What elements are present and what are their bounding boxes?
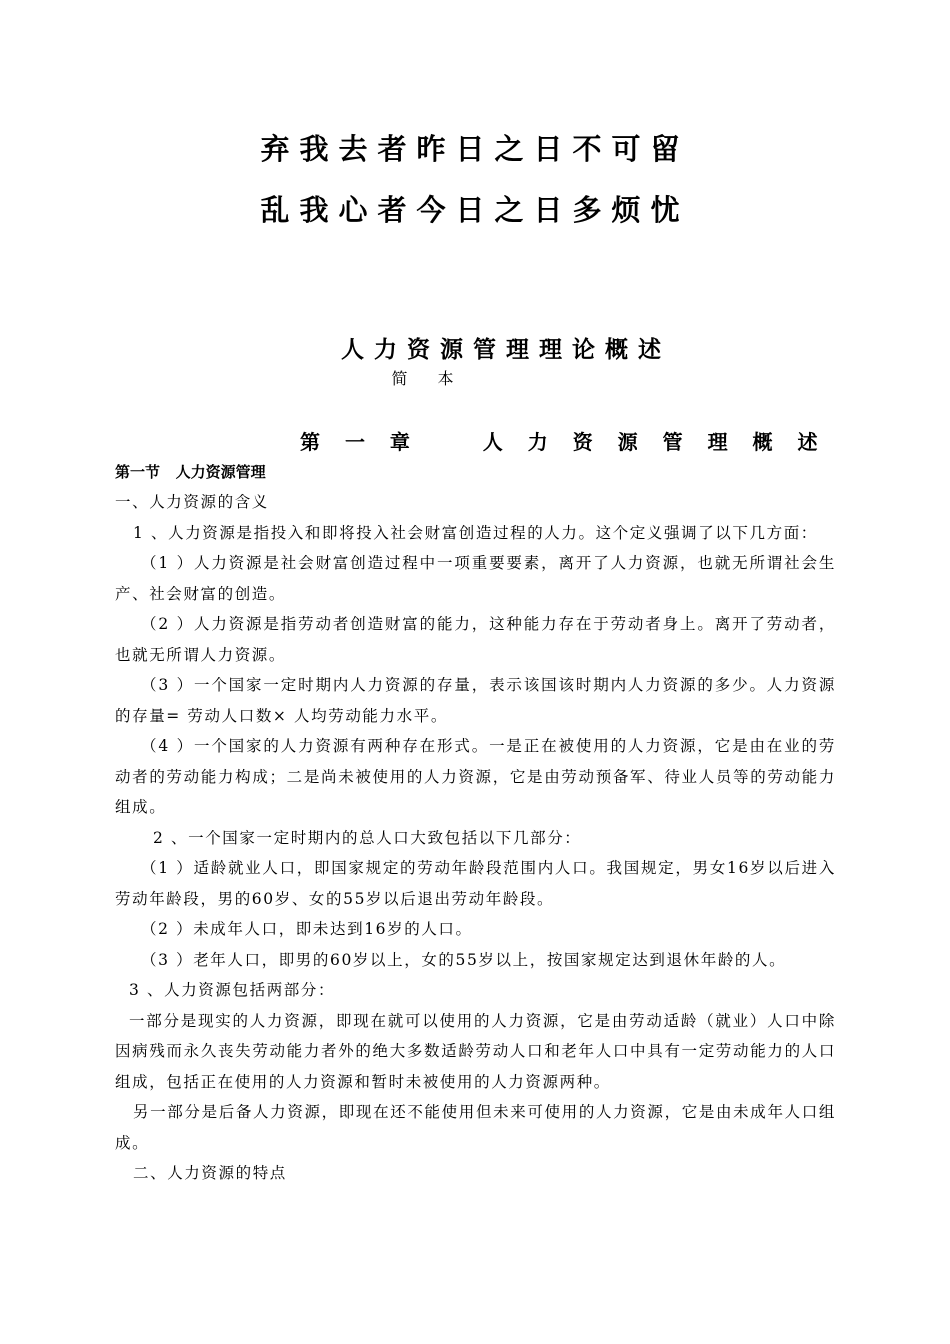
poem-line-1: 弃我去者昨日之日不可留 — [260, 132, 690, 166]
paragraph-real-resources: 一部分是现实的人力资源，即现在就可以使用的人力资源，它是由劳动适龄（就业）人口中除因病残而永久丧失劳动能力者外的绝大多数适龄劳动人口和老年人口中具有一定劳动能力的人口组成，包括正在使用的人力资源和暂时未被使用的人力资源两种。 — [115, 1011, 836, 1091]
body-text — [115, 487, 836, 1189]
section-heading: 第一节 人力资源管理 — [115, 463, 266, 481]
paragraph-item-1: 1 、人力资源是指投入和即将投入社会财富创造过程的人力。这个定义强调了以下几方面： — [133, 523, 818, 542]
document-title: 人力资源管理理论概述 — [341, 337, 671, 363]
poem-line-2: 乱我心者今日之日多烦忧 — [260, 193, 690, 227]
document-subtitle: 简本 — [391, 369, 484, 388]
paragraph-sub-1: （1 ）人力资源是社会财富创造过程中一项重要要素，离开了人力资源，也就无所谓社会生产、社会财富的创造。 — [115, 554, 836, 603]
paragraph-reserve-resources: 另一部分是后备人力资源，即现在还不能使用但未来可使用的人力资源，它是由未成年人口组成。 — [115, 1103, 836, 1152]
heading-characteristics: 二、人力资源的特点 — [133, 1164, 287, 1182]
chapter-heading: 第 一 章 人 力 资 源 管 理 概 述 — [300, 430, 827, 454]
paragraph-sub-4: （4 ）一个国家的人力资源有两种存在形式。一是正在被使用的人力资源，它是由在业的劳动者的劳动能力构成；二是尚未被使用的人力资源，它是由劳动预备军、待业人员等的劳动能力组成。 — [115, 737, 836, 816]
paragraph-item-2: 2 、一个国家一定时期内的总人口大致包括以下几部分： — [153, 828, 582, 847]
paragraph-population-1: （1 ）适龄就业人口，即国家规定的劳动年龄段范围内人口。我国规定，男女16岁以后进入劳动年龄段，男的60岁、女的55岁以后退出劳动年龄段。 — [115, 859, 836, 908]
paragraph-sub-2: （2 ）人力资源是指劳动者创造财富的能力，这种能力存在于劳动者身上。离开了劳动者，也就无所谓人力资源。 — [115, 615, 836, 664]
paragraph-population-2: （2 ）未成年人口，即未达到16岁的人口。 — [141, 920, 473, 938]
heading-meaning: 一、人力资源的含义 — [115, 493, 269, 511]
paragraph-sub-3: （3 ）一个国家一定时期内人力资源的存量，表示该国该时期内人力资源的多少。人力资源的存量= 劳动人口数× 人均劳动能力水平。 — [115, 676, 836, 725]
paragraph-population-3: （3 ）老年人口，即男的60岁以上，女的55岁以上，按国家规定达到退休年龄的人。 — [141, 950, 787, 969]
paragraph-item-3: 3 、人力资源包括两部分： — [129, 981, 336, 999]
